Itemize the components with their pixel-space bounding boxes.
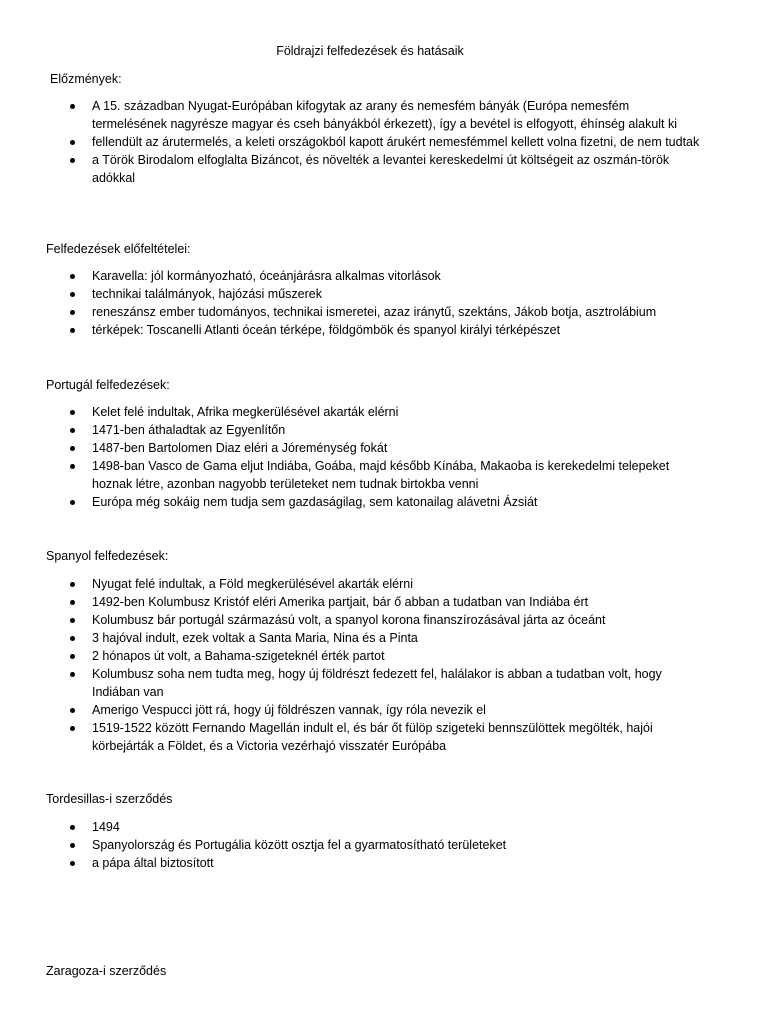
list-item-text: Kolumbusz bár portugál származású volt, a spanyol korona finanszírozásával járta az óceánt <box>92 613 606 627</box>
section-heading-elofeltetelek: Felfedezések előfeltételei: <box>46 242 191 256</box>
section-heading-zaragoza: Zaragoza-i szerződés <box>46 964 167 978</box>
list-item <box>0 854 700 872</box>
list-item <box>0 665 700 701</box>
bullet-icon <box>70 410 75 415</box>
bullet-icon <box>70 140 75 145</box>
list-item-text: Kolumbusz soha nem tudta meg, hogy új földrészt fedezett fel, halálakor is abban a tudatban volt, hogy Indiában van <box>92 667 662 699</box>
list-item <box>0 151 700 187</box>
list-item-text: Európa még sokáig nem tudja sem gazdaságilag, sem katonailag alávetni Ázsiát <box>92 495 538 509</box>
list-item-text: Spanyolország és Portugália között osztja fel a gyarmatosítható területeket <box>92 838 507 852</box>
list-item <box>0 647 700 665</box>
list-item <box>0 629 700 647</box>
bullet-list-tordesillas <box>0 818 700 872</box>
list-item-text: 2 hónapos út volt, a Bahama-szigeteknél érték partot <box>92 649 385 663</box>
list-item-text: A 15. században Nyugat-Európában kifogytak az arany és nemesfém bányák (Európa nemesfém termelésének nagyrésze magyar és cseh bányákból érkezett), így a bevétel is elfogyott, éhínség alakult ki <box>92 99 678 131</box>
bullet-list-portugal <box>0 403 700 511</box>
list-item-text: 1498-ban Vasco de Gama eljut Indiába, Goába, majd később Kínába, Makaoba is kerekedelmi telepeket hoznak létre, azonban nagyobb területeket nem tudnak birtokba venni <box>92 459 670 491</box>
list-item <box>0 321 700 339</box>
list-item <box>0 97 700 133</box>
bullet-icon <box>70 446 75 451</box>
list-item <box>0 439 700 457</box>
list-item-text: Nyugat felé indultak, a Föld megkerülésével akarták elérni <box>92 577 414 591</box>
list-item <box>0 133 700 151</box>
list-item <box>0 303 700 321</box>
document-title: Földrajzi felfedezések és hatásaik <box>276 44 464 58</box>
list-item-text: 1471-ben áthaladtak az Egyenlítőn <box>92 423 286 437</box>
section-heading-spanyol: Spanyol felfedezések: <box>46 549 169 563</box>
list-item <box>0 421 700 439</box>
bullet-icon <box>70 328 75 333</box>
bullet-icon <box>70 672 75 677</box>
bullet-icon <box>70 825 75 830</box>
list-item <box>0 836 700 854</box>
bullet-icon <box>70 500 75 505</box>
list-item-text: 1492-ben Kolumbusz Kristóf eléri Amerika partjait, bár ő abban a tudatban van Indiába ért <box>92 595 589 609</box>
bullet-icon <box>70 654 75 659</box>
bullet-icon <box>70 428 75 433</box>
list-item-text: 1519-1522 között Fernando Magellán indult el, és bár őt fülöp szigeteki bennszülöttek megölték, hajói körbejárták a Földet, és a Victoria vezérhajó visszatér Európába <box>92 721 653 753</box>
bullet-list-elozmenyek <box>0 97 700 187</box>
section-heading-elozmenyek: Előzmények: <box>50 72 122 86</box>
bullet-list-spanyol <box>0 575 700 755</box>
list-item-text: fellendült az árutermelés, a keleti országokból kapott árukért nemesfémmel kellett volna fizetni, de nem tudtak <box>92 135 700 149</box>
list-item-text: 3 hajóval indult, ezek voltak a Santa Maria, Nina és a Pinta <box>92 631 418 645</box>
list-item-text: reneszánsz ember tudományos, technikai ismeretei, azaz iránytű, szektáns, Jákob botja, asztrolábium <box>92 305 657 319</box>
list-item <box>0 493 700 511</box>
section-heading-tordesillas: Tordesillas-i szerződés <box>46 792 173 806</box>
bullet-icon <box>70 708 75 713</box>
list-item <box>0 575 700 593</box>
bullet-list-elofeltetelek <box>0 267 700 339</box>
bullet-icon <box>70 104 75 109</box>
list-item-text: térképek: Toscanelli Atlanti óceán térképe, földgömbök és spanyol királyi térképészet <box>92 323 561 337</box>
section-heading-portugal: Portugál felfedezések: <box>46 378 170 392</box>
list-item-text: Kelet felé indultak, Afrika megkerülésével akarták elérni <box>92 405 399 419</box>
list-item-text: Amerigo Vespucci jött rá, hogy új földrészen vannak, így róla nevezik el <box>92 703 486 717</box>
bullet-icon <box>70 726 75 731</box>
list-item <box>0 719 700 755</box>
bullet-icon <box>70 310 75 315</box>
list-item-text: 1494 <box>92 820 120 834</box>
bullet-icon <box>70 600 75 605</box>
list-item <box>0 611 700 629</box>
bullet-icon <box>70 843 75 848</box>
list-item <box>0 701 700 719</box>
list-item <box>0 403 700 421</box>
bullet-icon <box>70 292 75 297</box>
list-item <box>0 285 700 303</box>
bullet-icon <box>70 274 75 279</box>
bullet-icon <box>70 582 75 587</box>
list-item <box>0 267 700 285</box>
list-item-text: 1487-ben Bartolomen Diaz eléri a Jóreménység fokát <box>92 441 388 455</box>
list-item-text: a pápa által biztosított <box>92 856 214 870</box>
bullet-icon <box>70 158 75 163</box>
bullet-icon <box>70 618 75 623</box>
list-item-text: technikai találmányok, hajózási műszerek <box>92 287 322 301</box>
list-item <box>0 818 700 836</box>
bullet-icon <box>70 861 75 866</box>
list-item <box>0 593 700 611</box>
bullet-icon <box>70 464 75 469</box>
list-item-text: a Török Birodalom elfoglalta Bizáncot, és növelték a levantei kereskedelmi út költségeit az oszmán-török adókkal <box>92 153 670 185</box>
bullet-icon <box>70 636 75 641</box>
list-item <box>0 457 700 493</box>
list-item-text: Karavella: jól kormányozható, óceánjárásra alkalmas vitorlások <box>92 269 441 283</box>
